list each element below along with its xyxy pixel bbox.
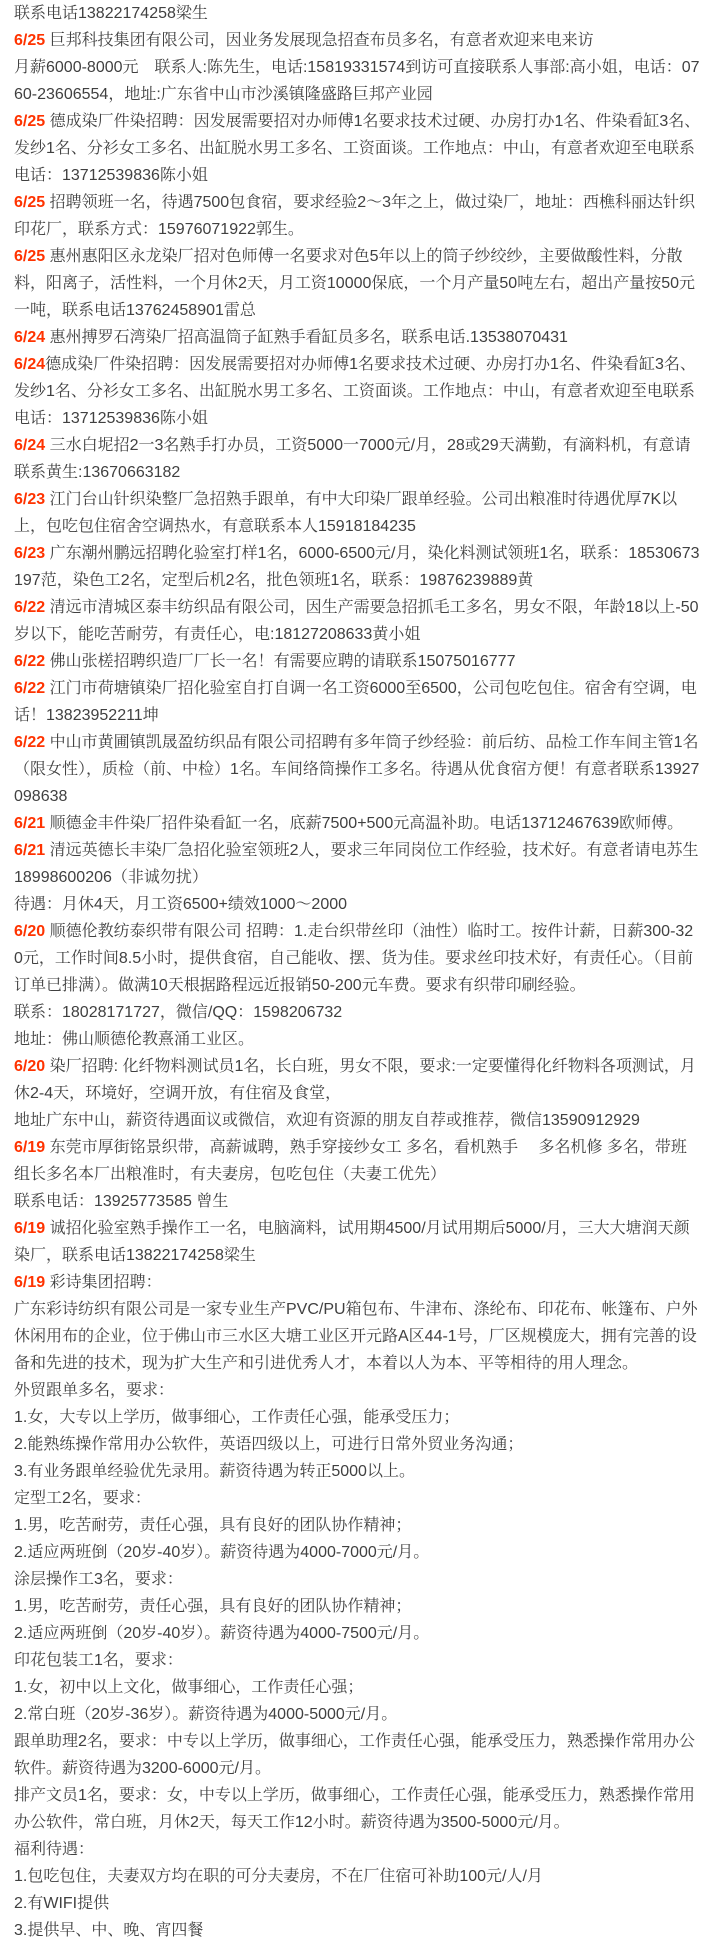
post-text: 月薪6000-8000元 联系人:陈先生，电话:15819331574到访可直接联系人事部:高小姐，电话：0760-23606554，地址:广东省中山市沙溪镇隆盛路巨邦产业园 bbox=[14, 59, 700, 103]
job-post bbox=[14, 1782, 701, 1836]
post-text: 染厂招聘: 化纤物料测试员1名，长白班，男女不限，要求:一定要懂得化纤物料各项测试，月休2-4天，环境好，空调开放，有住宿及食堂， bbox=[14, 1058, 696, 1102]
post-text: 德成染厂件染招聘：因发展需要招对办师傅1名要求技术过硬、办房打办1名、件染看缸3名、发纱1名、分衫女工多名、出缸脱水男工多名、工资面谈。工作地点：中山，有意者欢迎至电联系电话：13712539836陈小姐 bbox=[14, 356, 696, 427]
post-text: 1.女，大专以上学历，做事细心，工作责任心强，能承受压力； bbox=[14, 1409, 460, 1426]
job-post bbox=[14, 1188, 701, 1215]
post-text: 彩诗集团招聘： bbox=[49, 1274, 162, 1291]
post-text: 2.适应两班倒（20岁-40岁）。薪资待遇为4000-7500元/月。 bbox=[14, 1625, 430, 1642]
post-text: 涂层操作工3名，要求： bbox=[14, 1571, 183, 1588]
post-text: 招聘领班一名，待遇7500包食宿，要求经验2～3年之上，做过染厂，地址：西樵科丽达针织印花厂，联系方式：15976071922郭生。 bbox=[14, 194, 695, 238]
job-post bbox=[14, 1593, 701, 1620]
post-text: 惠州搏罗石湾染厂招高温筒子缸熟手看缸员多名，联系电话.13538070431 bbox=[49, 329, 568, 346]
post-text: 德成染厂件染招聘：因发展需要招对办师傅1名要求技术过硬、办房打办1名、件染看缸3名、发纱1名、分衫女工多名、出缸脱水男工多名、工资面谈。工作地点：中山，有意者欢迎至电联系电话：13712539836陈小姐 bbox=[14, 113, 701, 184]
post-text: 惠州惠阳区永龙染厂招对色师傅一名要求对色5年以上的筒子纱绞纱，主要做酸性料，分散料，阳离子，活性料，一个月休2天，月工资10000保底，一个月产量50吨左右，超出产量按50元一吨，联系电话13762458901雷总 bbox=[14, 248, 695, 319]
job-post bbox=[14, 1863, 701, 1890]
post-text: 联系电话13822174258梁生 bbox=[14, 5, 208, 22]
job-post bbox=[14, 729, 701, 810]
job-post bbox=[14, 540, 701, 594]
job-list bbox=[14, 0, 701, 1944]
post-date: 6/24 bbox=[14, 329, 50, 346]
job-post bbox=[14, 1836, 701, 1863]
post-date: 6/24 bbox=[14, 356, 46, 373]
post-text: 诚招化验室熟手操作工一名，电脑滴料，试用期4500/月试用期后5000/月，三大大塘润天颜染厂，联系电话13822174258梁生 bbox=[14, 1220, 690, 1264]
post-date: 6/19 bbox=[14, 1274, 50, 1291]
job-post bbox=[14, 1674, 701, 1701]
job-post bbox=[14, 243, 701, 324]
post-date: 6/22 bbox=[14, 599, 50, 616]
post-date: 6/23 bbox=[14, 491, 50, 508]
post-date: 6/22 bbox=[14, 734, 50, 751]
post-text: 佛山张槎招聘织造厂厂长一名！有需要应聘的请联系15075016777 bbox=[49, 653, 516, 670]
job-post bbox=[14, 1458, 701, 1485]
post-text: 福利待遇： bbox=[14, 1841, 95, 1858]
job-post bbox=[14, 1512, 701, 1539]
post-date: 6/24 bbox=[14, 437, 50, 454]
job-post bbox=[14, 1917, 701, 1944]
post-text: 江门台山针织染整厂急招熟手跟单，有中大印染厂跟单经验。公司出粮准时待遇优厚7K以上，包吃包住宿舍空调热水，有意联系本人15918184235 bbox=[14, 491, 678, 535]
post-text: 广东彩诗纺织有限公司是一家专业生产PVC/PU箱包布、牛津布、涤纶布、印花布、帐篷布、户外休闲用布的企业，位于佛山市三水区大塘工业区开元路A区44-1号，厂区规模庞大，拥有完善的设备和先进的技术，现为扩大生产和引进优秀人才，本着以人为本、平等相待的用人理念。 bbox=[14, 1301, 698, 1372]
post-text: 3.有业务跟单经验优先录用。薪资待遇为转正5000以上。 bbox=[14, 1463, 415, 1480]
job-post bbox=[14, 1539, 701, 1566]
job-post bbox=[14, 432, 701, 486]
job-post bbox=[14, 351, 701, 432]
post-text: 1.男，吃苦耐劳，责任心强，具有良好的团队协作精神； bbox=[14, 1517, 412, 1534]
post-text: 清远市清城区泰丰纺织品有限公司，因生产需要急招抓毛工多名，男女不限，年龄18以上-50岁以下，能吃苦耐劳，有责任心，电:18127208633黄小姐 bbox=[14, 599, 699, 643]
post-date: 6/19 bbox=[14, 1139, 50, 1156]
post-text: 2.能熟练操作常用办公软件，英语四级以上，可进行日常外贸业务沟通； bbox=[14, 1436, 524, 1453]
job-post bbox=[14, 1053, 701, 1107]
post-text: 中山市黄圃镇凯晟盈纺织品有限公司招聘有多年筒子纱经验：前后纺、品检工作车间主管1名（限女性），质检（前、中检）1名。车间络筒操作工多名。待遇从优食宿方便！有意者联系13927098638 bbox=[14, 734, 700, 805]
job-post bbox=[14, 108, 701, 189]
post-text: 巨邦科技集团有限公司，因业务发展现急招查布员多名，有意者欢迎来电来访 bbox=[49, 32, 594, 49]
job-post bbox=[14, 999, 701, 1026]
post-text: 1.男，吃苦耐劳，责任心强，具有良好的团队协作精神； bbox=[14, 1598, 412, 1615]
post-text: 联系电话：13925773585 曾生 bbox=[14, 1193, 229, 1210]
job-post bbox=[14, 1566, 701, 1593]
post-text: 顺德金丰件染厂招件染看缸一名，底薪7500+500元高温补助。电话13712467639欧师傅。 bbox=[49, 815, 684, 832]
job-post bbox=[14, 1647, 701, 1674]
job-post bbox=[14, 1269, 701, 1296]
job-post bbox=[14, 594, 701, 648]
job-post bbox=[14, 324, 701, 351]
post-text: 东莞市厚街铭景织带，高薪诚聘，熟手穿接纱女工 多名，看机熟手 多名机修 多名，带班组长多名本厂出粮准时，有夫妻房，包吃包住（夫妻工优先） bbox=[14, 1139, 687, 1183]
post-text: 广东潮州鹏远招聘化验室打样1名，6000-6500元/月，染化料测试领班1名，联系：18530673197范，染色工2名，定型后机2名，批色领班1名，联系：19876239889黄 bbox=[14, 545, 700, 589]
post-text: 地址广东中山，薪资待遇面议或微信，欢迎有资源的朋友自荐或推荐，微信13590912929 bbox=[14, 1112, 640, 1129]
post-text: 定型工2名，要求： bbox=[14, 1490, 151, 1507]
post-date: 6/22 bbox=[14, 653, 50, 670]
job-post bbox=[14, 1026, 701, 1053]
post-text: 2.有WIFI提供 bbox=[14, 1895, 110, 1912]
job-post bbox=[14, 27, 701, 54]
post-text: 印花包装工1名，要求： bbox=[14, 1652, 183, 1669]
job-post bbox=[14, 918, 701, 999]
post-date: 6/23 bbox=[14, 545, 50, 562]
job-post bbox=[14, 1134, 701, 1188]
post-text: 待遇：月休4天，月工资6500+绩效1000～2000 bbox=[14, 896, 348, 913]
post-text: 3.提供早、中、晚、宵四餐 bbox=[14, 1922, 204, 1939]
post-text: 2.常白班（20岁-36岁）。薪资待遇为4000-5000元/月。 bbox=[14, 1706, 398, 1723]
post-text: 跟单助理2名，要求：中专以上学历，做事细心，工作责任心强，能承受压力，熟悉操作常用办公软件。薪资待遇为3200-6000元/月。 bbox=[14, 1733, 695, 1777]
post-text: 排产文员1名，要求：女，中专以上学历，做事细心，工作责任心强，能承受压力，熟悉操作常用办公软件，常白班，月休2天，每天工作12小时。薪资待遇为3500-5000元/月。 bbox=[14, 1787, 695, 1831]
job-post bbox=[14, 810, 701, 837]
post-date: 6/20 bbox=[14, 1058, 50, 1075]
post-date: 6/25 bbox=[14, 32, 50, 49]
job-post bbox=[14, 1728, 701, 1782]
job-post bbox=[14, 189, 701, 243]
job-post bbox=[14, 1215, 701, 1269]
job-post bbox=[14, 837, 701, 891]
post-text: 1.包吃包住，夫妻双方均在职的可分夫妻房，不在厂住宿可补助100元/人/月 bbox=[14, 1868, 543, 1885]
post-text: 外贸跟单多名，要求： bbox=[14, 1382, 175, 1399]
post-text: 联系：18028171727，微信/QQ：1598206732 bbox=[14, 1004, 343, 1021]
job-post bbox=[14, 1620, 701, 1647]
post-date: 6/21 bbox=[14, 842, 50, 859]
job-post bbox=[14, 1701, 701, 1728]
job-post bbox=[14, 0, 701, 27]
post-date: 6/25 bbox=[14, 194, 50, 211]
post-text: 1.女，初中以上文化，做事细心，工作责任心强； bbox=[14, 1679, 364, 1696]
job-post bbox=[14, 486, 701, 540]
job-post bbox=[14, 891, 701, 918]
job-post bbox=[14, 1296, 701, 1377]
post-date: 6/19 bbox=[14, 1220, 50, 1237]
job-post bbox=[14, 648, 701, 675]
post-date: 6/25 bbox=[14, 113, 50, 130]
post-date: 6/20 bbox=[14, 923, 50, 940]
post-date: 6/22 bbox=[14, 680, 50, 697]
job-post bbox=[14, 1404, 701, 1431]
job-post bbox=[14, 1107, 701, 1134]
post-text: 三水白坭招2一3名熟手打办员，工资5000一7000元/月，28或29天满勤，有滴料机，有意请联系黄生:13670663182 bbox=[14, 437, 691, 481]
post-text: 顺德伦教纺泰织带有限公司 招聘：1.走台织带丝印（油性）临时工。按件计薪，日薪300-320元，工作时间8.5小时，提供食宿，自己能收、摆、货为佳。要求丝印技术好，有责任心。（目前订单已排满）。做满10天根据路程远近报销50-200元车费。要求有织带印刷经验。 bbox=[14, 923, 694, 994]
post-date: 6/25 bbox=[14, 248, 50, 265]
post-text: 2.适应两班倒（20岁-40岁）。薪资待遇为4000-7000元/月。 bbox=[14, 1544, 430, 1561]
job-post bbox=[14, 1431, 701, 1458]
job-post bbox=[14, 1485, 701, 1512]
post-text: 清远英德长丰染厂急招化验室领班2人，要求三年同岗位工作经验，技术好。有意者请电苏生18998600206（非诚勿扰） bbox=[14, 842, 699, 886]
post-text: 江门市荷塘镇染厂招化验室自打自调一名工资6000至6500，公司包吃包住。宿舍有空调，电话！13823952211坤 bbox=[14, 680, 697, 724]
job-post bbox=[14, 1890, 701, 1917]
job-post bbox=[14, 54, 701, 108]
post-text: 地址：佛山顺德伦教熹涌工业区。 bbox=[14, 1031, 255, 1048]
post-date: 6/21 bbox=[14, 815, 50, 832]
job-post bbox=[14, 1377, 701, 1404]
job-post bbox=[14, 675, 701, 729]
